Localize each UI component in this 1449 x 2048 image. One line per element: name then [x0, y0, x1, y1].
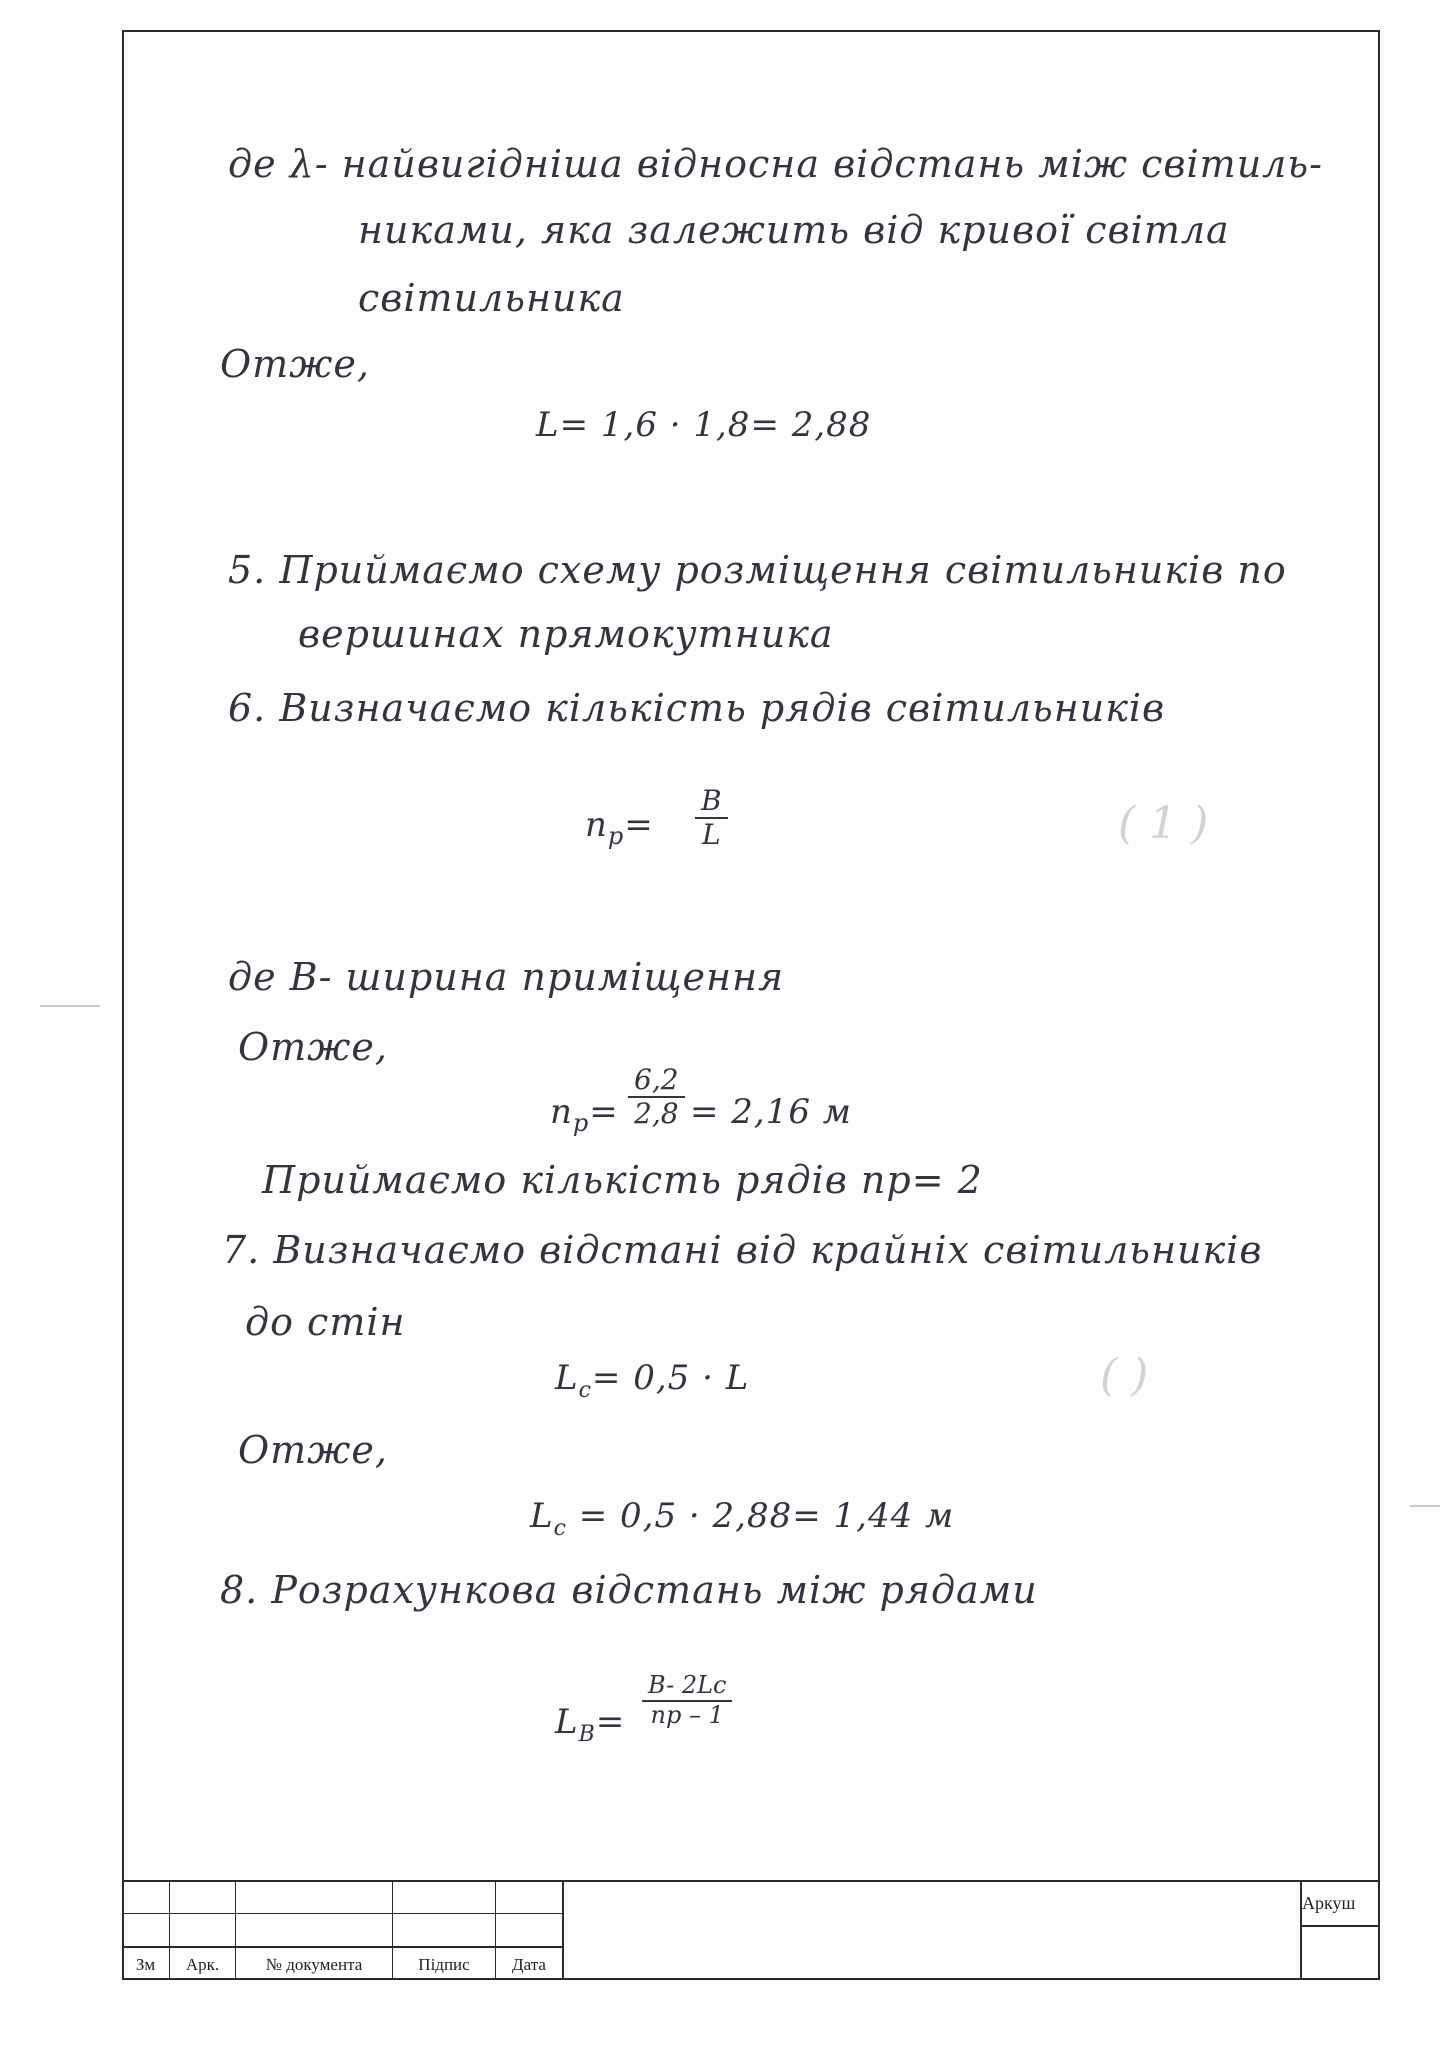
faint-equation-number: ( 1 ): [1118, 798, 1209, 849]
label-sheet: Аркуш: [1302, 1893, 1356, 1913]
page-frame: [122, 30, 1380, 1980]
text-line-step-7: 7. Визначаємо відстані від крайніх світильників: [222, 1228, 1263, 1272]
formula-np-eq: =: [624, 805, 654, 845]
formula-lb-numerator: B- 2Lс: [648, 1671, 727, 1699]
formula-lc-sub: с: [578, 1377, 592, 1403]
formula-lc: [555, 1358, 749, 1403]
formula-np-calc-fraction: [628, 1064, 685, 1130]
formula-np-symbol: n: [585, 805, 608, 845]
formula-np-numerator: B: [701, 784, 722, 817]
formula-np-calc-numerator: 6,2: [634, 1063, 679, 1096]
formula-lc-calc-sub: с: [553, 1515, 567, 1541]
formula-np-calc-denominator: 2,8: [634, 1097, 679, 1131]
scan-mark: [1410, 1505, 1440, 1507]
text-line-3: світильника: [358, 276, 625, 320]
text-line-step-5b: вершинах прямокутника: [298, 612, 834, 656]
formula-np-fraction: [695, 785, 728, 851]
title-block-top-border: [122, 1880, 1380, 1882]
formula-lc-symbol: L: [555, 1358, 579, 1398]
formula-lb-denominator: nр – 1: [650, 1700, 724, 1729]
title-block-row-line: [122, 1946, 562, 1948]
formula-np-calc-sub: р: [572, 1108, 590, 1137]
formula-lc-rest: = 0,5 · L: [591, 1358, 750, 1398]
text-line-4: Отже,: [220, 342, 370, 386]
scan-mark: [40, 1005, 100, 1007]
title-block: [122, 1880, 1380, 1980]
formula-lb-symbol: L: [555, 1702, 579, 1742]
formula-np-left: [585, 805, 654, 850]
label-doc-number: № документа: [265, 1955, 363, 1974]
text-line-otzhe-3: Отже,: [238, 1428, 388, 1472]
text-line-otzhe-2: Отже,: [238, 1025, 388, 1069]
formula-np-calc-symbol: n: [550, 1092, 573, 1132]
label-date: Дата: [512, 1955, 546, 1974]
formula-np-denominator: L: [701, 818, 721, 852]
text-line-step-7b: до стін: [245, 1300, 406, 1344]
formula-lb-fraction: [642, 1672, 732, 1729]
formula-lc-calc-symbol: L: [530, 1496, 554, 1536]
faint-equation-number-2: ( ): [1100, 1350, 1149, 1401]
text-line-step-8: 8. Розрахункова відстань між рядами: [220, 1568, 1038, 1612]
label-signature: Підпис: [418, 1955, 470, 1974]
text-line-accept-rows: Приймаємо кількість рядів nр= 2: [262, 1158, 983, 1202]
formula-np-sub: р: [607, 821, 625, 850]
title-block-col-line: [562, 1880, 564, 1980]
label-ark: Арк.: [185, 1955, 220, 1974]
formula-lb-sub: В: [578, 1721, 596, 1747]
text-line-step-5: 5. Приймаємо схему розміщення світильників по: [228, 548, 1287, 592]
formula-l: L= 1,6 · 1,8= 2,88: [536, 405, 872, 445]
label-zm: Зм: [135, 1955, 156, 1974]
text-line-1: де λ- найвигідніша відносна відстань між світиль-: [228, 142, 1323, 186]
formula-np-calc-left: [550, 1092, 619, 1137]
formula-lb-eq: =: [595, 1702, 626, 1742]
text-line-2: никами, яка залежить від кривої світла: [358, 208, 1230, 252]
text-line-width-def: де В- ширина приміщення: [228, 955, 785, 999]
formula-lb-left: [555, 1702, 625, 1747]
text-line-step-6: 6. Визначаємо кількість рядів світильників: [228, 686, 1166, 730]
formula-np-calc-eq: =: [589, 1092, 619, 1132]
title-block-sheet-line: [1300, 1925, 1380, 1927]
formula-np-calc-result: = 2,16 м: [690, 1092, 852, 1132]
title-block-row-line: [122, 1913, 562, 1914]
formula-lc-calc-rest: = 0,5 · 2,88= 1,44 м: [566, 1496, 955, 1536]
formula-lc-calc: [530, 1496, 954, 1541]
